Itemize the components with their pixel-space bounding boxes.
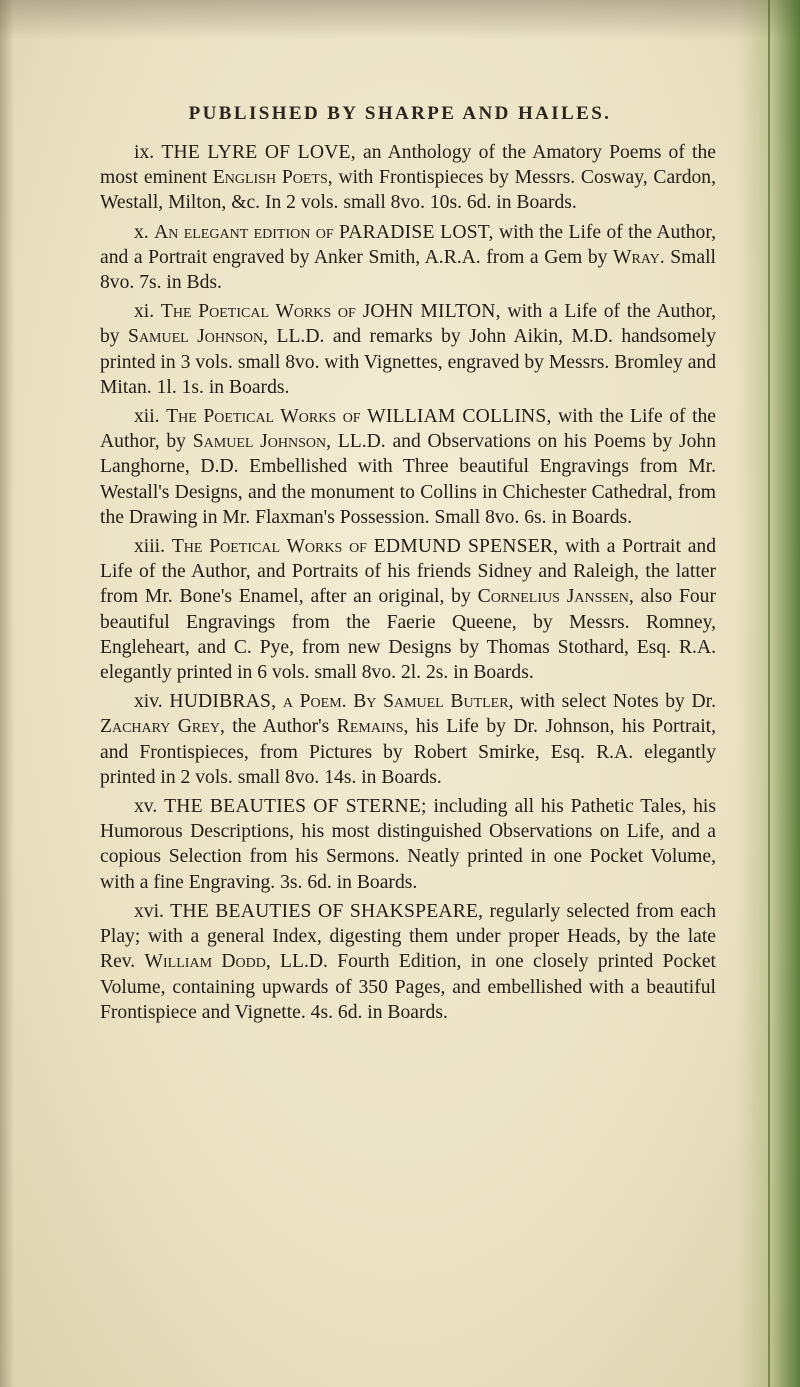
entry-smallcaps: Wray	[613, 246, 660, 268]
entry-beauties-of-shakspeare	[100, 899, 716, 1025]
entry-text: , with select Notes by Dr.	[508, 691, 717, 713]
entry-number: xvi.	[134, 900, 164, 922]
entry-text: , LL.D. Fourth Edition, in one closely printed Pocket Volume, containing upwards of 350 Pages, and embellished with a beautiful Frontispiece and Vignette. 4s. 6d. in Boards.	[100, 951, 716, 1023]
entry-text: with a Portrait and Life of the Author, and Portraits of his friends Sidney and Raleigh, the latter from Mr. Bone's Enamel, after an original, by	[100, 536, 717, 608]
entry-lead: An elegant edition of	[154, 221, 334, 243]
binding-line	[768, 0, 770, 1387]
entry-beauties-of-sterne	[100, 794, 716, 895]
entry-william-collins	[100, 404, 716, 530]
entry-title: EDMUND SPENSER,	[373, 536, 559, 558]
entry-smallcaps: Samuel Butler	[383, 691, 509, 713]
page-top-shadow	[0, 0, 800, 40]
entry-smallcaps: William Dodd	[144, 951, 266, 973]
entry-lead: The Poetical Works of	[171, 536, 367, 558]
entry-text: including all his Pathetic Tales, his Humorous Descriptions, his most distinguished Observations on Life, and a copious Selection from his Sermons. Neatly printed in one Pocket Volume, with a fine Engraving. 3s. 6d. in Boards.	[100, 796, 716, 893]
entry-smallcaps: Samuel Johnson	[192, 431, 327, 453]
page-header: PUBLISHED BY SHARPE AND HAILES.	[188, 103, 612, 124]
entry-number: xii.	[134, 406, 160, 428]
entry-text: , LL.D. and Observations on his Poems by John Langhorne, D.D. Embellished with Three beautiful Engravings from Mr. Westall's Designs, and the monument to Collins in Chichester Cathedral, from the Drawing in Mr. Flaxman's Possession. Small 8vo. 6s. in Boards.	[100, 431, 717, 528]
entry-smallcaps: Zachary Grey	[100, 716, 220, 738]
entry-text: , also Four beautiful Engravings from the Faerie Queene, by Messrs. Romney, Engleheart, and C. Pye, from new Designs by Thomas Stothard, Esq. R.A. elegantly printed in 6 vols. small 8vo. 2l. 2s. in Boards.	[100, 586, 716, 684]
entry-paradise-lost	[100, 220, 716, 296]
entry-lead: The Poetical Works of	[166, 406, 361, 428]
entry-title: THE BEAUTIES OF SHAKSPEARE,	[170, 900, 484, 922]
page-left-edge	[0, 0, 14, 1387]
entry-title: PARADISE LOST,	[339, 221, 494, 243]
entry-title: THE BEAUTIES OF STERNE;	[164, 796, 427, 818]
entry-number: xiii.	[134, 536, 166, 558]
entry-title: THE LYRE OF LOVE,	[161, 142, 356, 163]
entry-smallcaps: English Poets	[212, 167, 328, 189]
entry-text: with a Life of the Author, by	[100, 301, 717, 348]
entry-number: ix.	[134, 142, 155, 163]
entry-smallcaps: Remains	[336, 716, 404, 738]
entry-text: an Anthology of the Amatory Poems of the most eminent	[100, 142, 716, 189]
entry-lead: The Poetical Works of	[160, 301, 356, 323]
entry-john-milton	[100, 299, 716, 400]
entry-smallcaps: Samuel Johnson	[128, 326, 264, 348]
entry-title: HUDIBRAS,	[169, 691, 277, 713]
entry-smallcaps: Cornelius Janssen	[477, 586, 629, 608]
entry-title: JOHN MILTON,	[362, 301, 501, 323]
entry-number: xiv.	[134, 691, 163, 713]
entry-text: , with Frontispieces by Messrs. Cosway, Cardon, Westall, Milton, &c. In 2 vols. small 8vo. 10s. 6d. in Boards.	[100, 167, 716, 214]
catalogue-entries	[100, 140, 716, 1029]
entry-text: with the Life of the Author, by	[100, 406, 717, 453]
entry-number: xv.	[134, 796, 158, 818]
entry-text: , LL.D. and remarks by John Aikin, M.D. handsomely printed in 3 vols. small 8vo. with Vignettes, engraved by Messrs. Bromley and Mitan. 1l. 1s. in Boards.	[100, 326, 717, 398]
entry-text: , his Life by Dr. Johnson, his Portrait, and Frontispieces, from Pictures by Robert Smirke, Esq. R.A. elegantly printed in 2 vols. small 8vo. 14s. in Boards.	[100, 716, 716, 788]
entry-lead: a Poem. By	[282, 691, 377, 713]
entry-text: , the Author's	[219, 716, 337, 738]
entry-edmund-spenser	[100, 534, 716, 685]
entry-lyre-of-love	[100, 140, 716, 216]
entry-text: regularly selected from each Play; with a general Index, digesting them under proper Heads, by the late Rev.	[100, 900, 717, 973]
entry-text: with the Life of the Author, and a Portrait engraved by Anker Smith, A.R.A. from a Gem by	[100, 221, 716, 268]
entry-title: WILLIAM COLLINS,	[367, 406, 552, 428]
entry-number: xi.	[134, 301, 155, 323]
entry-text: . Small 8vo. 7s. in Bds.	[100, 246, 716, 294]
entry-number: x.	[134, 221, 149, 243]
entry-hudibras	[100, 689, 716, 790]
